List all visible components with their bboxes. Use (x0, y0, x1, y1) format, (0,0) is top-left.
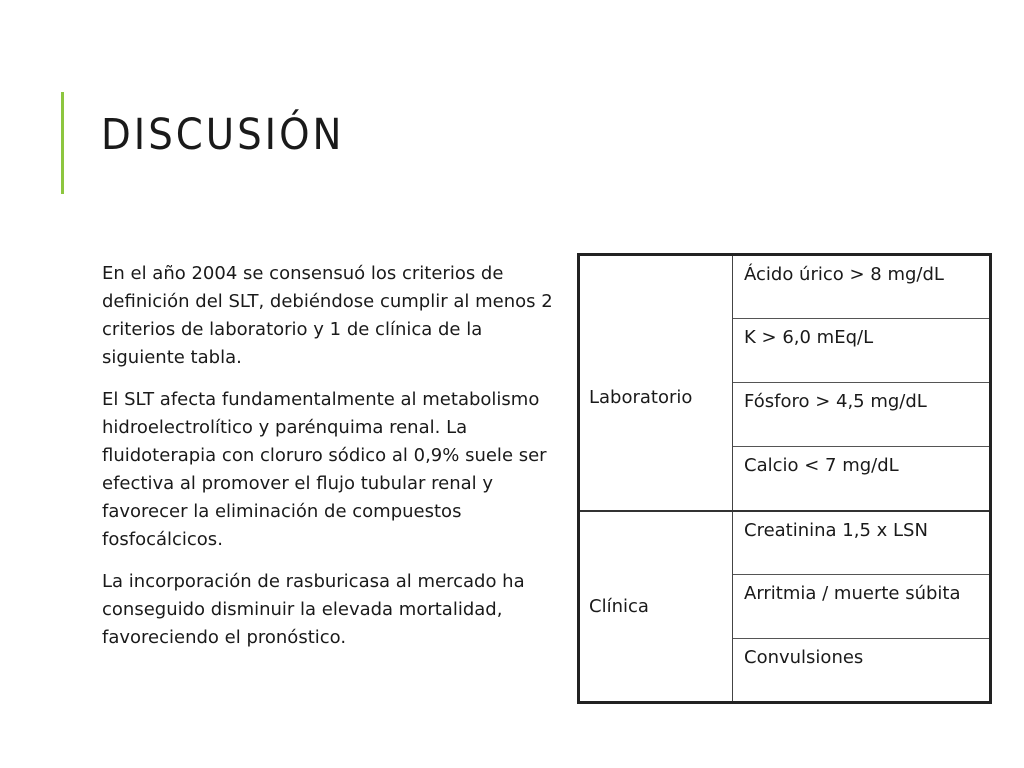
group-label-clinica: Clínica (579, 511, 733, 703)
table-row (579, 255, 991, 319)
title-accent-bar (61, 92, 64, 194)
group-label-laboratorio: Laboratorio (579, 255, 733, 511)
criterion-cell: K > 6,0 mEq/L (733, 319, 991, 383)
criterion-cell: Convulsiones (733, 639, 991, 703)
body-text (102, 260, 554, 666)
table-row (579, 511, 991, 575)
paragraph-1: En el año 2004 se consensuó los criterios de definición del SLT, debiéndose cumplir al menos 2 criterios de laboratorio y 1 de clínica de la siguiente tabla. (102, 263, 553, 368)
criteria-table (577, 253, 992, 704)
criterion-cell: Ácido úrico > 8 mg/dL (733, 255, 991, 319)
slide-title: DISCUSIÓN (101, 110, 345, 160)
criterion-cell: Creatinina 1,5 x LSN (733, 511, 991, 575)
criterion-cell: Fósforo > 4,5 mg/dL (733, 383, 991, 447)
criterion-cell: Arritmia / muerte súbita (733, 575, 991, 639)
criterion-cell: Calcio < 7 mg/dL (733, 447, 991, 511)
paragraph-3: La incorporación de rasburicasa al mercado ha conseguido disminuir la elevada mortalidad, favoreciendo el pronóstico. (102, 571, 525, 648)
paragraph-2: El SLT afecta fundamentalmente al metabolismo hidroelectrolítico y parénquima renal. La fluidoterapia con cloruro sódico al 0,9% suele ser efectiva al promover el flujo tubular renal y favorecer la eliminación de compuestos fosfocálcicos. (102, 389, 547, 550)
